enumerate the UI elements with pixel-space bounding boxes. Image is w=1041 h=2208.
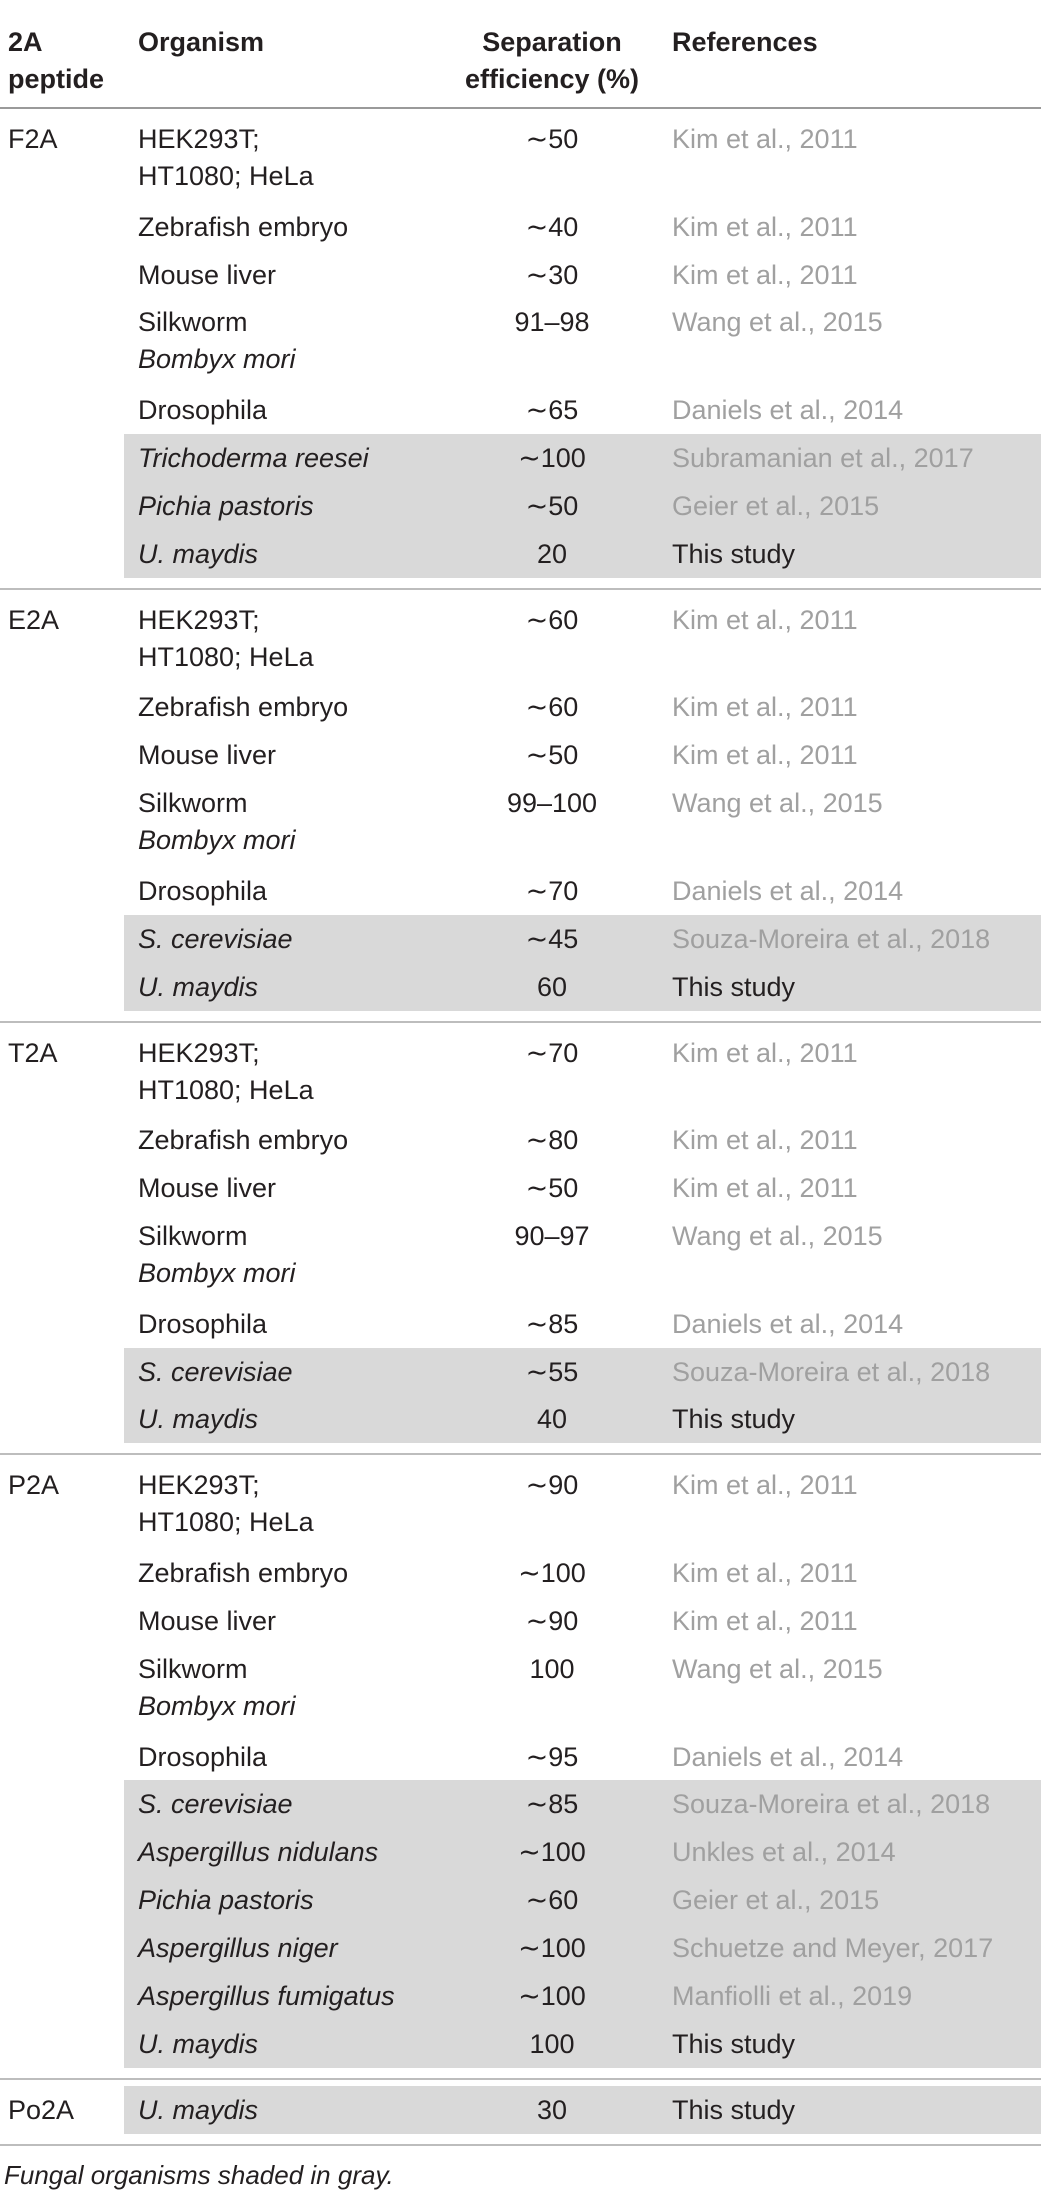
table-row xyxy=(124,2086,1041,2134)
cell-reference: Wang et al., 2015 xyxy=(672,307,883,338)
group-peptide-label: Po2A xyxy=(8,2094,75,2125)
cell-organism xyxy=(138,1555,348,1592)
table-row xyxy=(0,1300,1041,1348)
cell-efficiency: ∼60 xyxy=(525,1885,579,1916)
organism-name: Zebrafish embryo xyxy=(138,211,349,242)
header-organism: Organism xyxy=(138,27,265,57)
cell-reference: Daniels et al., 2014 xyxy=(672,395,904,426)
cell-efficiency: ∼65 xyxy=(525,395,579,426)
organism-name: U. maydis xyxy=(138,538,259,569)
cell-reference: Daniels et al., 2014 xyxy=(672,875,904,906)
table-row xyxy=(124,1972,1041,2020)
table-row xyxy=(124,530,1041,578)
cell-efficiency: ∼100 xyxy=(518,1933,586,1964)
cell-efficiency: ∼90 xyxy=(525,1605,579,1636)
table-row xyxy=(0,867,1041,915)
cell-reference: Daniels et al., 2014 xyxy=(672,1308,904,1339)
organism-name: Drosophila xyxy=(138,395,268,426)
cell-reference: Wang et al., 2015 xyxy=(672,1653,883,1684)
organism-name: HEK293T; xyxy=(138,604,260,635)
organism-name: Silkworm xyxy=(138,1221,248,1252)
cell-efficiency: 99–100 xyxy=(506,788,598,819)
table-header xyxy=(0,0,1041,109)
cell-reference: This study xyxy=(672,971,796,1002)
cell-organism xyxy=(138,1930,338,1967)
organism-subname: HT1080; HeLa xyxy=(138,1074,314,1105)
group-e2a xyxy=(0,590,1041,1023)
table-row xyxy=(0,596,1041,684)
header-efficiency: Separation efficiency (%) xyxy=(464,27,640,94)
organism-name: Drosophila xyxy=(138,875,268,906)
cell-efficiency: 40 xyxy=(536,1404,568,1435)
organism-name: S. cerevisiae xyxy=(138,923,293,954)
table-row xyxy=(124,1780,1041,1828)
cell-organism xyxy=(138,1467,314,1541)
cell-efficiency: ∼100 xyxy=(518,1558,586,1589)
cell-reference: Kim et al., 2011 xyxy=(672,1470,858,1501)
table-row xyxy=(0,1116,1041,1164)
cell-reference: Manfiolli et al., 2019 xyxy=(672,1980,913,2011)
organism-name: Aspergillus niger xyxy=(138,1933,338,1964)
cell-efficiency: ∼55 xyxy=(525,1356,579,1387)
cell-organism xyxy=(138,1882,314,1919)
cell-reference: Kim et al., 2011 xyxy=(672,1558,858,1589)
table-row xyxy=(0,731,1041,779)
cell-organism xyxy=(138,1306,267,1343)
cell-efficiency: ∼100 xyxy=(518,1837,586,1868)
cell-reference: Souza-Moreira et al., 2018 xyxy=(672,1789,991,1820)
cell-reference: Kim et al., 2011 xyxy=(672,1125,858,1156)
cell-organism xyxy=(138,737,276,774)
cell-reference: Wang et al., 2015 xyxy=(672,788,883,819)
cell-efficiency: ∼30 xyxy=(525,259,579,290)
organism-name: Silkworm xyxy=(138,788,248,819)
cell-reference: Kim et al., 2011 xyxy=(672,1173,858,1204)
cell-reference: Kim et al., 2011 xyxy=(672,1605,858,1636)
cell-organism xyxy=(138,1122,348,1159)
cell-efficiency: ∼70 xyxy=(525,875,579,906)
cell-efficiency: 60 xyxy=(536,971,568,1002)
table-row xyxy=(0,115,1041,203)
group-peptide-label: P2A xyxy=(8,1470,60,1501)
organism-name: Drosophila xyxy=(138,1308,268,1339)
cell-organism xyxy=(138,488,314,525)
table-row xyxy=(124,434,1041,482)
table-row xyxy=(0,1164,1041,1212)
cell-organism xyxy=(138,1401,258,1438)
table-row xyxy=(124,1828,1041,1876)
table-row xyxy=(0,683,1041,731)
cell-reference: Kim et al., 2011 xyxy=(672,604,858,635)
header-peptide: 2A peptide xyxy=(8,27,105,94)
cell-reference: This study xyxy=(672,538,796,569)
cell-organism xyxy=(138,121,314,195)
organism-subname: HT1080; HeLa xyxy=(138,161,314,191)
organism-name: Mouse liver xyxy=(138,1605,277,1636)
table-row xyxy=(0,779,1041,867)
organism-name: Pichia pastoris xyxy=(138,490,314,521)
cell-organism xyxy=(138,1603,276,1640)
cell-organism xyxy=(138,1035,314,1109)
table-row xyxy=(124,1924,1041,1972)
group-peptide-label: E2A xyxy=(8,604,60,635)
cell-reference: This study xyxy=(672,1404,796,1435)
organism-name: Mouse liver xyxy=(138,259,277,290)
cell-organism xyxy=(138,257,276,294)
organism-name: U. maydis xyxy=(138,2028,259,2059)
table-row xyxy=(0,203,1041,251)
organism-subname: Bombyx mori xyxy=(138,825,296,856)
cell-efficiency: ∼95 xyxy=(525,1741,579,1772)
cell-efficiency: ∼45 xyxy=(525,923,579,954)
cell-organism xyxy=(138,440,369,477)
table-row xyxy=(0,298,1041,386)
table-row xyxy=(0,386,1041,434)
cell-organism xyxy=(138,1354,293,1391)
cell-organism xyxy=(138,921,293,958)
table-row xyxy=(0,1029,1041,1117)
cell-efficiency: ∼80 xyxy=(525,1125,579,1156)
cell-reference: Unkles et al., 2014 xyxy=(672,1837,896,1868)
organism-name: S. cerevisiae xyxy=(138,1789,293,1820)
cell-organism xyxy=(138,1834,378,1871)
header-references: References xyxy=(672,27,818,57)
cell-reference: Kim et al., 2011 xyxy=(672,692,858,723)
cell-efficiency: 100 xyxy=(529,2028,575,2059)
cell-organism xyxy=(138,2026,258,2063)
cell-organism xyxy=(138,1786,293,1823)
table-row xyxy=(0,1549,1041,1597)
group-f2a xyxy=(0,109,1041,590)
organism-name: Mouse liver xyxy=(138,1173,277,1204)
cell-efficiency: ∼100 xyxy=(518,1980,586,2011)
cell-organism xyxy=(138,602,314,676)
cell-organism xyxy=(138,1218,296,1292)
cell-reference: Souza-Moreira et al., 2018 xyxy=(672,923,991,954)
group-t2a xyxy=(0,1023,1041,1456)
cell-efficiency: ∼100 xyxy=(518,443,586,474)
organism-name: Silkworm xyxy=(138,1653,248,1684)
cell-organism xyxy=(138,304,296,378)
cell-reference: Schuetze and Meyer, 2017 xyxy=(672,1933,994,1964)
table-row xyxy=(124,1876,1041,1924)
organism-name: Aspergillus fumigatus xyxy=(138,1980,395,2011)
organism-name: Mouse liver xyxy=(138,740,277,771)
table-row xyxy=(124,482,1041,530)
cell-reference: Kim et al., 2011 xyxy=(672,211,858,242)
cell-efficiency: 30 xyxy=(536,2094,568,2125)
table-row xyxy=(124,2020,1041,2068)
cell-reference: Wang et al., 2015 xyxy=(672,1221,883,1252)
cell-reference: Geier et al., 2015 xyxy=(672,1885,880,1916)
organism-subname: Bombyx mori xyxy=(138,344,296,375)
table-row xyxy=(124,915,1041,963)
table-footnote: Fungal organisms shaded in gray. xyxy=(4,2159,394,2190)
organism-name: HEK293T; xyxy=(138,1037,260,1068)
cell-organism xyxy=(138,1978,395,2015)
cell-organism xyxy=(138,2092,258,2129)
organism-name: Zebrafish embryo xyxy=(138,1125,349,1156)
cell-organism xyxy=(138,1651,296,1725)
table-row xyxy=(0,1212,1041,1300)
cell-organism xyxy=(138,392,267,429)
cell-efficiency: ∼60 xyxy=(525,692,579,723)
organism-name: Trichoderma reesei xyxy=(138,443,369,474)
cell-organism xyxy=(138,1170,276,1207)
cell-efficiency: ∼85 xyxy=(525,1308,579,1339)
cell-efficiency: ∼50 xyxy=(525,740,579,771)
cell-reference: Subramanian et al., 2017 xyxy=(672,443,974,474)
table-row xyxy=(0,1597,1041,1645)
cell-organism xyxy=(138,969,258,1006)
cell-reference: This study xyxy=(672,2094,796,2125)
cell-reference: Daniels et al., 2014 xyxy=(672,1741,904,1772)
cell-reference: Kim et al., 2011 xyxy=(672,259,858,290)
cell-efficiency: ∼85 xyxy=(525,1789,579,1820)
cell-organism xyxy=(138,689,348,726)
cell-efficiency: 90–97 xyxy=(514,1221,590,1252)
table-row xyxy=(0,1645,1041,1733)
cell-reference: This study xyxy=(672,2028,796,2059)
table-row xyxy=(124,1395,1041,1443)
organism-name: Pichia pastoris xyxy=(138,1885,314,1916)
organism-name: U. maydis xyxy=(138,1404,259,1435)
cell-reference: Kim et al., 2011 xyxy=(672,740,858,771)
cell-efficiency: ∼50 xyxy=(525,490,579,521)
organism-name: HEK293T; xyxy=(138,1470,260,1501)
organism-name: Zebrafish embryo xyxy=(138,692,349,723)
cell-efficiency: ∼60 xyxy=(525,604,579,635)
cell-efficiency: 91–98 xyxy=(514,307,590,338)
cell-organism xyxy=(138,873,267,910)
cell-reference: Kim et al., 2011 xyxy=(672,1037,858,1068)
organism-name: Zebrafish embryo xyxy=(138,1558,349,1589)
cell-organism xyxy=(138,785,296,859)
table-body xyxy=(0,109,1041,2146)
organism-subname: Bombyx mori xyxy=(138,1690,296,1721)
group-p2a xyxy=(0,1455,1041,2079)
cell-efficiency: 100 xyxy=(529,1653,575,1684)
organism-name: Drosophila xyxy=(138,1741,268,1772)
table-row xyxy=(124,963,1041,1011)
cell-organism xyxy=(138,209,348,246)
cell-efficiency: ∼90 xyxy=(525,1470,579,1501)
table-row xyxy=(0,1461,1041,1549)
organism-name: Aspergillus nidulans xyxy=(138,1837,379,1868)
cell-efficiency: ∼40 xyxy=(525,211,579,242)
cell-reference: Geier et al., 2015 xyxy=(672,490,880,521)
cell-organism xyxy=(138,1739,267,1776)
table-row xyxy=(0,1733,1041,1781)
table-row xyxy=(124,1348,1041,1396)
organism-name: U. maydis xyxy=(138,971,259,1002)
cell-efficiency: ∼70 xyxy=(525,1037,579,1068)
organism-name: HEK293T; xyxy=(138,124,260,154)
organism-subname: HT1080; HeLa xyxy=(138,1507,314,1538)
cell-organism xyxy=(138,536,258,573)
organism-name: Silkworm xyxy=(138,307,248,338)
cell-efficiency: ∼50 xyxy=(525,124,579,154)
cell-efficiency: 20 xyxy=(536,538,568,569)
organism-subname: HT1080; HeLa xyxy=(138,641,314,672)
group-peptide-label: T2A xyxy=(8,1037,58,1068)
cell-reference: Kim et al., 2011 xyxy=(672,124,858,154)
group-peptide-label: F2A xyxy=(8,124,58,154)
table-row xyxy=(0,251,1041,299)
organism-name: U. maydis xyxy=(138,2094,259,2125)
group-po2a xyxy=(0,2080,1041,2146)
cell-reference: Souza-Moreira et al., 2018 xyxy=(672,1356,991,1387)
organism-name: S. cerevisiae xyxy=(138,1356,293,1387)
organism-subname: Bombyx mori xyxy=(138,1258,296,1289)
cell-efficiency: ∼50 xyxy=(525,1173,579,1204)
